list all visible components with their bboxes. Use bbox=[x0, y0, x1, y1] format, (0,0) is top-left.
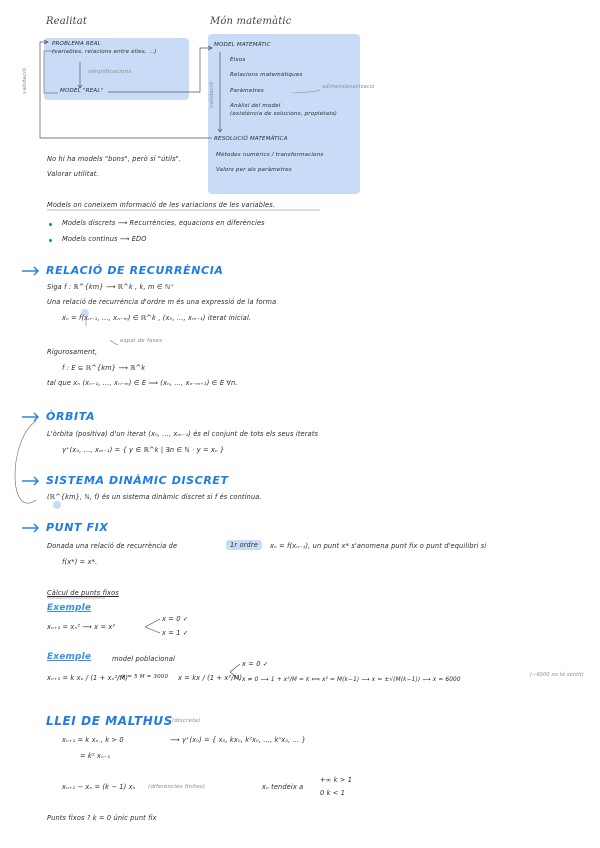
malthus-line3: xₙ₊₁ − xₙ = (k − 1) xₙ bbox=[62, 783, 136, 791]
math-solution-label: RESOLUCIÓ MATEMÀTICA bbox=[214, 136, 288, 142]
phase-space-label: espai de fases bbox=[120, 338, 163, 344]
bullet-continuous bbox=[49, 239, 52, 242]
calc-fixed-points: Càlcul de punts fixos bbox=[47, 589, 119, 597]
rigor-condition: tal que xₙ (xₙ₋₁, ..., xₙ₋ₘ) ∈ E ⟹ (xₙ, ..., xₙ₋ₘ₊₁) ∈ E ∀n. bbox=[47, 379, 238, 387]
malthus-tend-zero: 0 k < 1 bbox=[320, 789, 346, 797]
rigor-label: Rigurosament, bbox=[47, 348, 98, 356]
malthus-tend-inf: +∞ k > 1 bbox=[320, 776, 353, 784]
models-intro: Models on coneixem informació de les variacions de les variables. bbox=[47, 201, 276, 209]
dimensionless-label: adimensionalització bbox=[322, 84, 375, 90]
item-analysis: Anàlisi del model bbox=[230, 103, 281, 109]
discrete-models: Models discrets ⟶ Recurrències, equacions en diferències bbox=[62, 219, 265, 227]
malthus-heading-note: (discreta) bbox=[172, 718, 201, 724]
utility-note: Valorar utilitat. bbox=[47, 170, 99, 178]
malthus-line2: = k² xₙ₋₁ bbox=[80, 752, 111, 760]
example2-params: k = 5 M = 3000 bbox=[122, 674, 169, 680]
example1-equation: xₙ₊₁ = xₙ² ⟶ x = x² bbox=[47, 623, 116, 631]
orbit-heading: ÒRBITA bbox=[46, 410, 96, 423]
item-axes: Eixos bbox=[230, 57, 246, 63]
system-heading: SISTEMA DINÀMIC DISCRET bbox=[46, 474, 229, 487]
item-relations: Relacions matemàtiques bbox=[230, 72, 303, 78]
malthus-line1: xₙ₊₁ = k xₙ , k > 0 bbox=[62, 736, 124, 744]
recurrence-line2: Una relació de recurrència d'ordre m és una expressió de la forma bbox=[47, 298, 277, 306]
reality-title: Realitat bbox=[46, 16, 88, 27]
example1-sol1: x = 1 ✓ bbox=[162, 629, 189, 637]
example2-equation: xₙ₊₁ = k xₙ / (1 + xₙ²/M) bbox=[47, 674, 129, 682]
malthus-heading: LLEI DE MALTHUS bbox=[46, 714, 173, 728]
fixed-point-heading: PUNT FIX bbox=[46, 521, 109, 534]
no-models-note: No hi ha models "bons", però sí "útils". bbox=[47, 155, 182, 163]
example2-label: Exemple bbox=[47, 652, 92, 662]
item-analysis-sub: (existència de solucions, propietats) bbox=[230, 111, 337, 117]
example2-chain: x ≠ 0 ⟶ 1 + x²/M = k ⟺ x² = M(k−1) ⟶ x = ±√(M(k−1)) ⟶ x = 6000 bbox=[242, 677, 461, 683]
simplification-label: simplificacions bbox=[88, 69, 132, 75]
rigor-function: f : E ⊆ ℝ^{km} ⟶ ℝ^k bbox=[62, 364, 146, 372]
recurrence-line3: xₙ = f(xₙ₋₁, ..., xₙ₋ₘ) ∈ ℝ^k , (x₀, ..., xₘ₋₁) iterat inicial. bbox=[62, 314, 252, 322]
continuous-models: Models continus ⟶ EDO bbox=[62, 235, 147, 243]
validation-label: validació bbox=[22, 67, 28, 94]
recurrence-line1: Siga f : ℝ^{km} ⟶ ℝ^k , k, m ∈ ℕ⁺ bbox=[47, 283, 175, 291]
first-order-badge: 1r ordre bbox=[226, 540, 262, 550]
param-values-label: Valors per als paràmetres bbox=[216, 167, 292, 173]
math-world-title: Món matemàtic bbox=[210, 16, 292, 27]
malthus-line3-note: (diferències finites) bbox=[148, 784, 206, 790]
item-parameters: Paràmetres bbox=[230, 88, 264, 94]
fixed-point-line2: f(x*) = x*. bbox=[62, 558, 98, 566]
methods-label: Mètodes numèrics / transformacions bbox=[216, 152, 324, 158]
malthus-orbit: ⟶ γ⁺(x₀) = { x₀, kx₀, k²x₀, ..., kⁿx₀, ... } bbox=[170, 736, 306, 744]
example2-title: model poblacional bbox=[112, 655, 175, 663]
system-line1: (ℝ^{km}, ℕ, f) és un sistema dinàmic discret si f és contínua. bbox=[47, 493, 262, 501]
real-problem-sub: (variables, relacions entre elles, ...) bbox=[52, 49, 157, 55]
example2-note: (−6000 no té sentit) bbox=[530, 672, 585, 678]
example2-fixed: x = kx / (1 + x²/M) bbox=[178, 674, 243, 682]
fixed-point-line1a: Donada una relació de recurrència de bbox=[47, 542, 178, 550]
example2-sol0: x = 0 ✓ bbox=[242, 660, 269, 668]
math-model-label: MODEL MATEMÀTIC bbox=[214, 42, 271, 48]
orbit-line1: L'òrbita (positiva) d'un iterat (x₀, ..., xₘ₋₁) és el conjunt de tots els seus iterats bbox=[47, 430, 319, 438]
real-problem-label: PROBLEMA REAL bbox=[52, 41, 101, 47]
orbit-line2: γ⁺(x₀, ..., xₘ₋₁) = { y ∈ ℝ^k | ∃n ∈ ℕ · y = xₙ } bbox=[62, 446, 225, 454]
bullet-discrete bbox=[49, 223, 52, 226]
fixed-point-line1b: xₙ = f(xₙ₋₁), un punt x* s'anomena punt fix o punt d'equilibri si bbox=[270, 542, 487, 550]
validation2-label: validació bbox=[209, 81, 215, 108]
malthus-tends: xₙ tendeix a bbox=[262, 783, 304, 791]
example1-label: Exemple bbox=[47, 603, 92, 613]
real-model-label: MODEL "REAL" bbox=[60, 88, 104, 94]
example1-sol0: x = 0 ✓ bbox=[162, 615, 189, 623]
recurrence-heading: RELACIÓ DE RECURRÈNCIA bbox=[46, 264, 224, 277]
malthus-fixed: Punts fixos ? k = 0 únic punt fix bbox=[47, 814, 157, 822]
